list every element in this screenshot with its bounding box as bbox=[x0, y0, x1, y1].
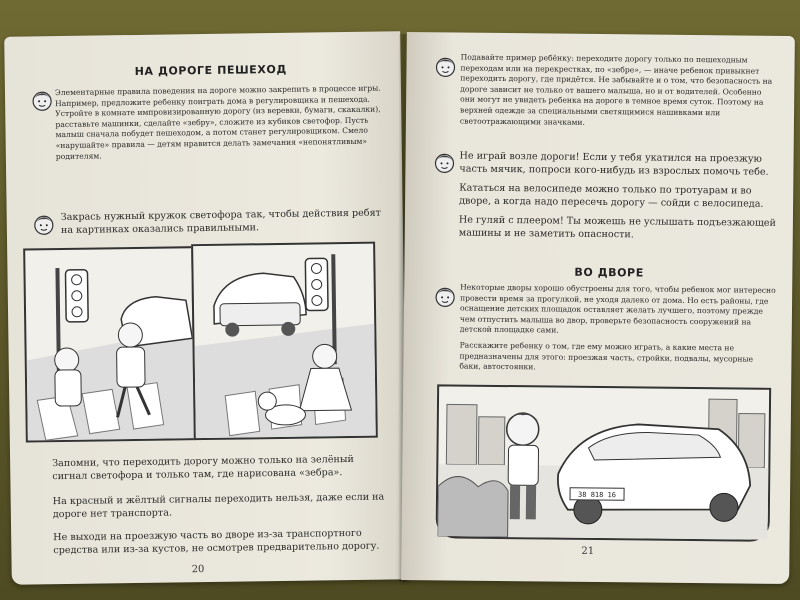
right-rule-1: Не играй возле дороги! Если у тебя укатился на проезжую часть мячик, попроси кого-нибудь из взрослых помочь тебе. bbox=[459, 150, 769, 178]
right-page bbox=[401, 32, 795, 584]
left-rule-2: На красный и жёлтый сигналы переходить нельзя, даже если на дороге нет транспорта. bbox=[52, 491, 385, 520]
crossing-scene-left bbox=[25, 248, 194, 440]
right-page-number: 21 bbox=[581, 545, 595, 557]
license-plate-text: 38 818 16 bbox=[578, 490, 617, 500]
right-rule-3: Не гуляй с плеером! Ты можешь не услышать подъезжающей машины и не заметить опасности. bbox=[458, 214, 776, 240]
crossing-illustration-left bbox=[23, 246, 196, 442]
left-rule-1: Запомни, что переходить дорогу можно только на зелёный сигнал светофора и только там, где нарисована «зебра». bbox=[52, 453, 354, 482]
boy-drawing bbox=[507, 413, 539, 445]
child-face-icon bbox=[433, 150, 455, 176]
left-intro-text: Элементарные правила поведения на дороге можно закрепить в процессе игры. Например, предложите ребенку поиграть дома в регулировщика и пешехода. Устройте в комнате импровизированную дорогу (из веревки, бумаги, скакалки), расставьте машинки, сделайте «зебру», сложите из кубиков светофор. Пусть малыш сначала побудет пешеходом, а потом станет регулировщиком. Смело «нарушайте» правила — детям нравится делать замечания «непонятливым» родителям. bbox=[54, 83, 381, 161]
left-page-number: 20 bbox=[191, 564, 205, 576]
crossing-scene-right bbox=[193, 244, 376, 438]
crossing-illustration-right bbox=[191, 242, 378, 441]
left-page-title: НА ДОРОГЕ ПЕШЕХОД bbox=[134, 62, 287, 78]
child-face-icon bbox=[33, 212, 55, 238]
cat-drawing bbox=[258, 392, 276, 410]
right-section-intro: Некоторые дворы хорошо обустроены для того, чтобы ребенок мог интересно провести время за прогулкой, не уходя далеко от дома. Но есть районы, где оснащение детских площадок оставляет желать лучшего, поэтому прежде чем отпустить малыша во двор, проверьте безопасность сооружений на детской площадке сами. bbox=[459, 282, 776, 335]
right-section-title: ВО ДВОРЕ bbox=[574, 265, 644, 280]
left-page bbox=[4, 31, 408, 584]
yard-scene bbox=[438, 386, 770, 539]
left-task-text: Закрась нужный кружок светофора так, чтобы действия ребят на картинках оказались правильными. bbox=[60, 207, 382, 236]
right-rule-2: Кататься на велосипеде можно только по тротуарам и во дворе, а когда надо пересечь дорогу — сойди с велосипеда. bbox=[459, 182, 764, 210]
left-rule-3: Не выходи на проезжую часть во дворе из-за транспортного средства или из-за кустов, не осмотрев предварительно дорогу. bbox=[53, 527, 380, 556]
child-face-icon bbox=[434, 284, 456, 310]
yard-illustration bbox=[436, 384, 772, 541]
right-intro-text: Подавайте пример ребёнку: переходите дорогу только по пешеходным переходам или на перекрестках, по «зебре», — иначе ребенок привыкнет переходить дорогу, где придётся. Не забывайте и о том, что безопасность на дороге зависит не только от вашего малыша, но и от водителей. Особенно они могут не увидеть ребенка на дороге в темное время суток. Поэтому на верхней одежде за специальными светящимися нашивками или светоотражающими значками. bbox=[459, 52, 773, 127]
child-face-icon bbox=[31, 88, 53, 114]
right-section-task: Расскажите ребенку о том, где ему можно играть, а какие места не предназначены для этого: проезжая часть, стройки, подвалы, мусорные баки, автостоянки. bbox=[459, 340, 754, 372]
child-face-icon bbox=[434, 54, 456, 80]
